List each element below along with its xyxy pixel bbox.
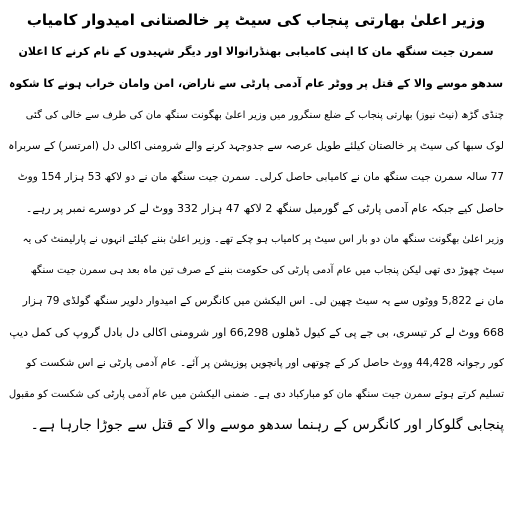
body-line: کور رجوانہ 44,428 ووٹ حاصل کر کے چوتھی اور پانچویں پوزیشن پر آئے۔ عام آدمی پارٹی نے اس شکست کو [26, 357, 504, 369]
headline-sub-2: سدھو موسے والا کے قتل پر ووٹر عام آدمی پارٹی سے ناراض، امن وامان خراب ہونے کا شکوہ [8, 77, 504, 90]
body-line: 77 سالہ سمرن جیت سنگھ مان نے کامیابی حاصل کرلی۔ سمرن جیت سنگھ مان نے دو لاکھ 53 ہزار 154 ووٹ [17, 171, 504, 183]
body-line: حاصل کیے جبکہ عام آدمی پارٹی کے گورمیل سنگھ 2 لاکھ 47 ہزار 332 ووٹ لے کر دوسرے نمبر پر رہے۔ [25, 202, 504, 215]
body-line: چنڈی گڑھ (نیٹ نیوز) بھارتی پنجاب کے ضلع سنگرور میں وزیر اعلیٰ بھگونت سنگھ مان کی طرف سے خالی کی گئی [25, 110, 504, 121]
body-line: تسلیم کرتے ہوئے سمرن جیت سنگھ مان کو مبارکباد دی ہے۔ ضمنی الیکشن میں عام آدمی پارٹی کی شکست کو مقبول [8, 389, 504, 400]
body-line: مان نے 5,822 ووٹوں سے یہ سیٹ چھین لی۔ اس الیکشن میں کانگرس کے امیدوار دلویر سنگھ گولڈی 79 ہزار [22, 295, 504, 307]
body-line: لوک سبھا کی سیٹ پر خالصتان کیلئے طویل عرصہ سے جدوجہد کرنے والے شرومنی اکالی دل (امرتسر) کے سربراہ [8, 140, 504, 152]
body-line: 668 ووٹ لے کر تیسری، بی جے پی کے کیول ڈھلوں 66,298 اور شرومنی اکالی دل بادل گروپ کی کمل دیپ [9, 326, 504, 339]
headline-main: وزیر اعلیٰ بھارتی پنجاب کی سیٹ پر خالصتانی امیدوار کامیاب [26, 11, 486, 29]
body-line: سیٹ چھوڑ دی تھی لیکن پنجاب میں عام آدمی پارٹی کی حکومت بننے کے صرف تین ماہ بعد ہی سمرن جیت سنگھ [30, 265, 504, 276]
article-body [8, 100, 504, 441]
headline-sub-1: سمرن جیت سنگھ مان کا اپنی کامیابی بھنڈرانوالا اور دیگر شہیدوں کے نام کرنے کا اعلان [18, 45, 494, 58]
body-line: پنجابی گلوکار اور کانگرس کے رہنما سدھو موسے والا کے قتل سے جوڑا جارہا ہے۔ [30, 417, 504, 433]
body-line: وزیر اعلیٰ بھگونت سنگھ مان دو بار اس سیٹ پر کامیاب ہو چکے تھے۔ وزیر اعلیٰ بننے کیلئے انہوں نے پارلیمنٹ کی یہ [22, 234, 504, 245]
